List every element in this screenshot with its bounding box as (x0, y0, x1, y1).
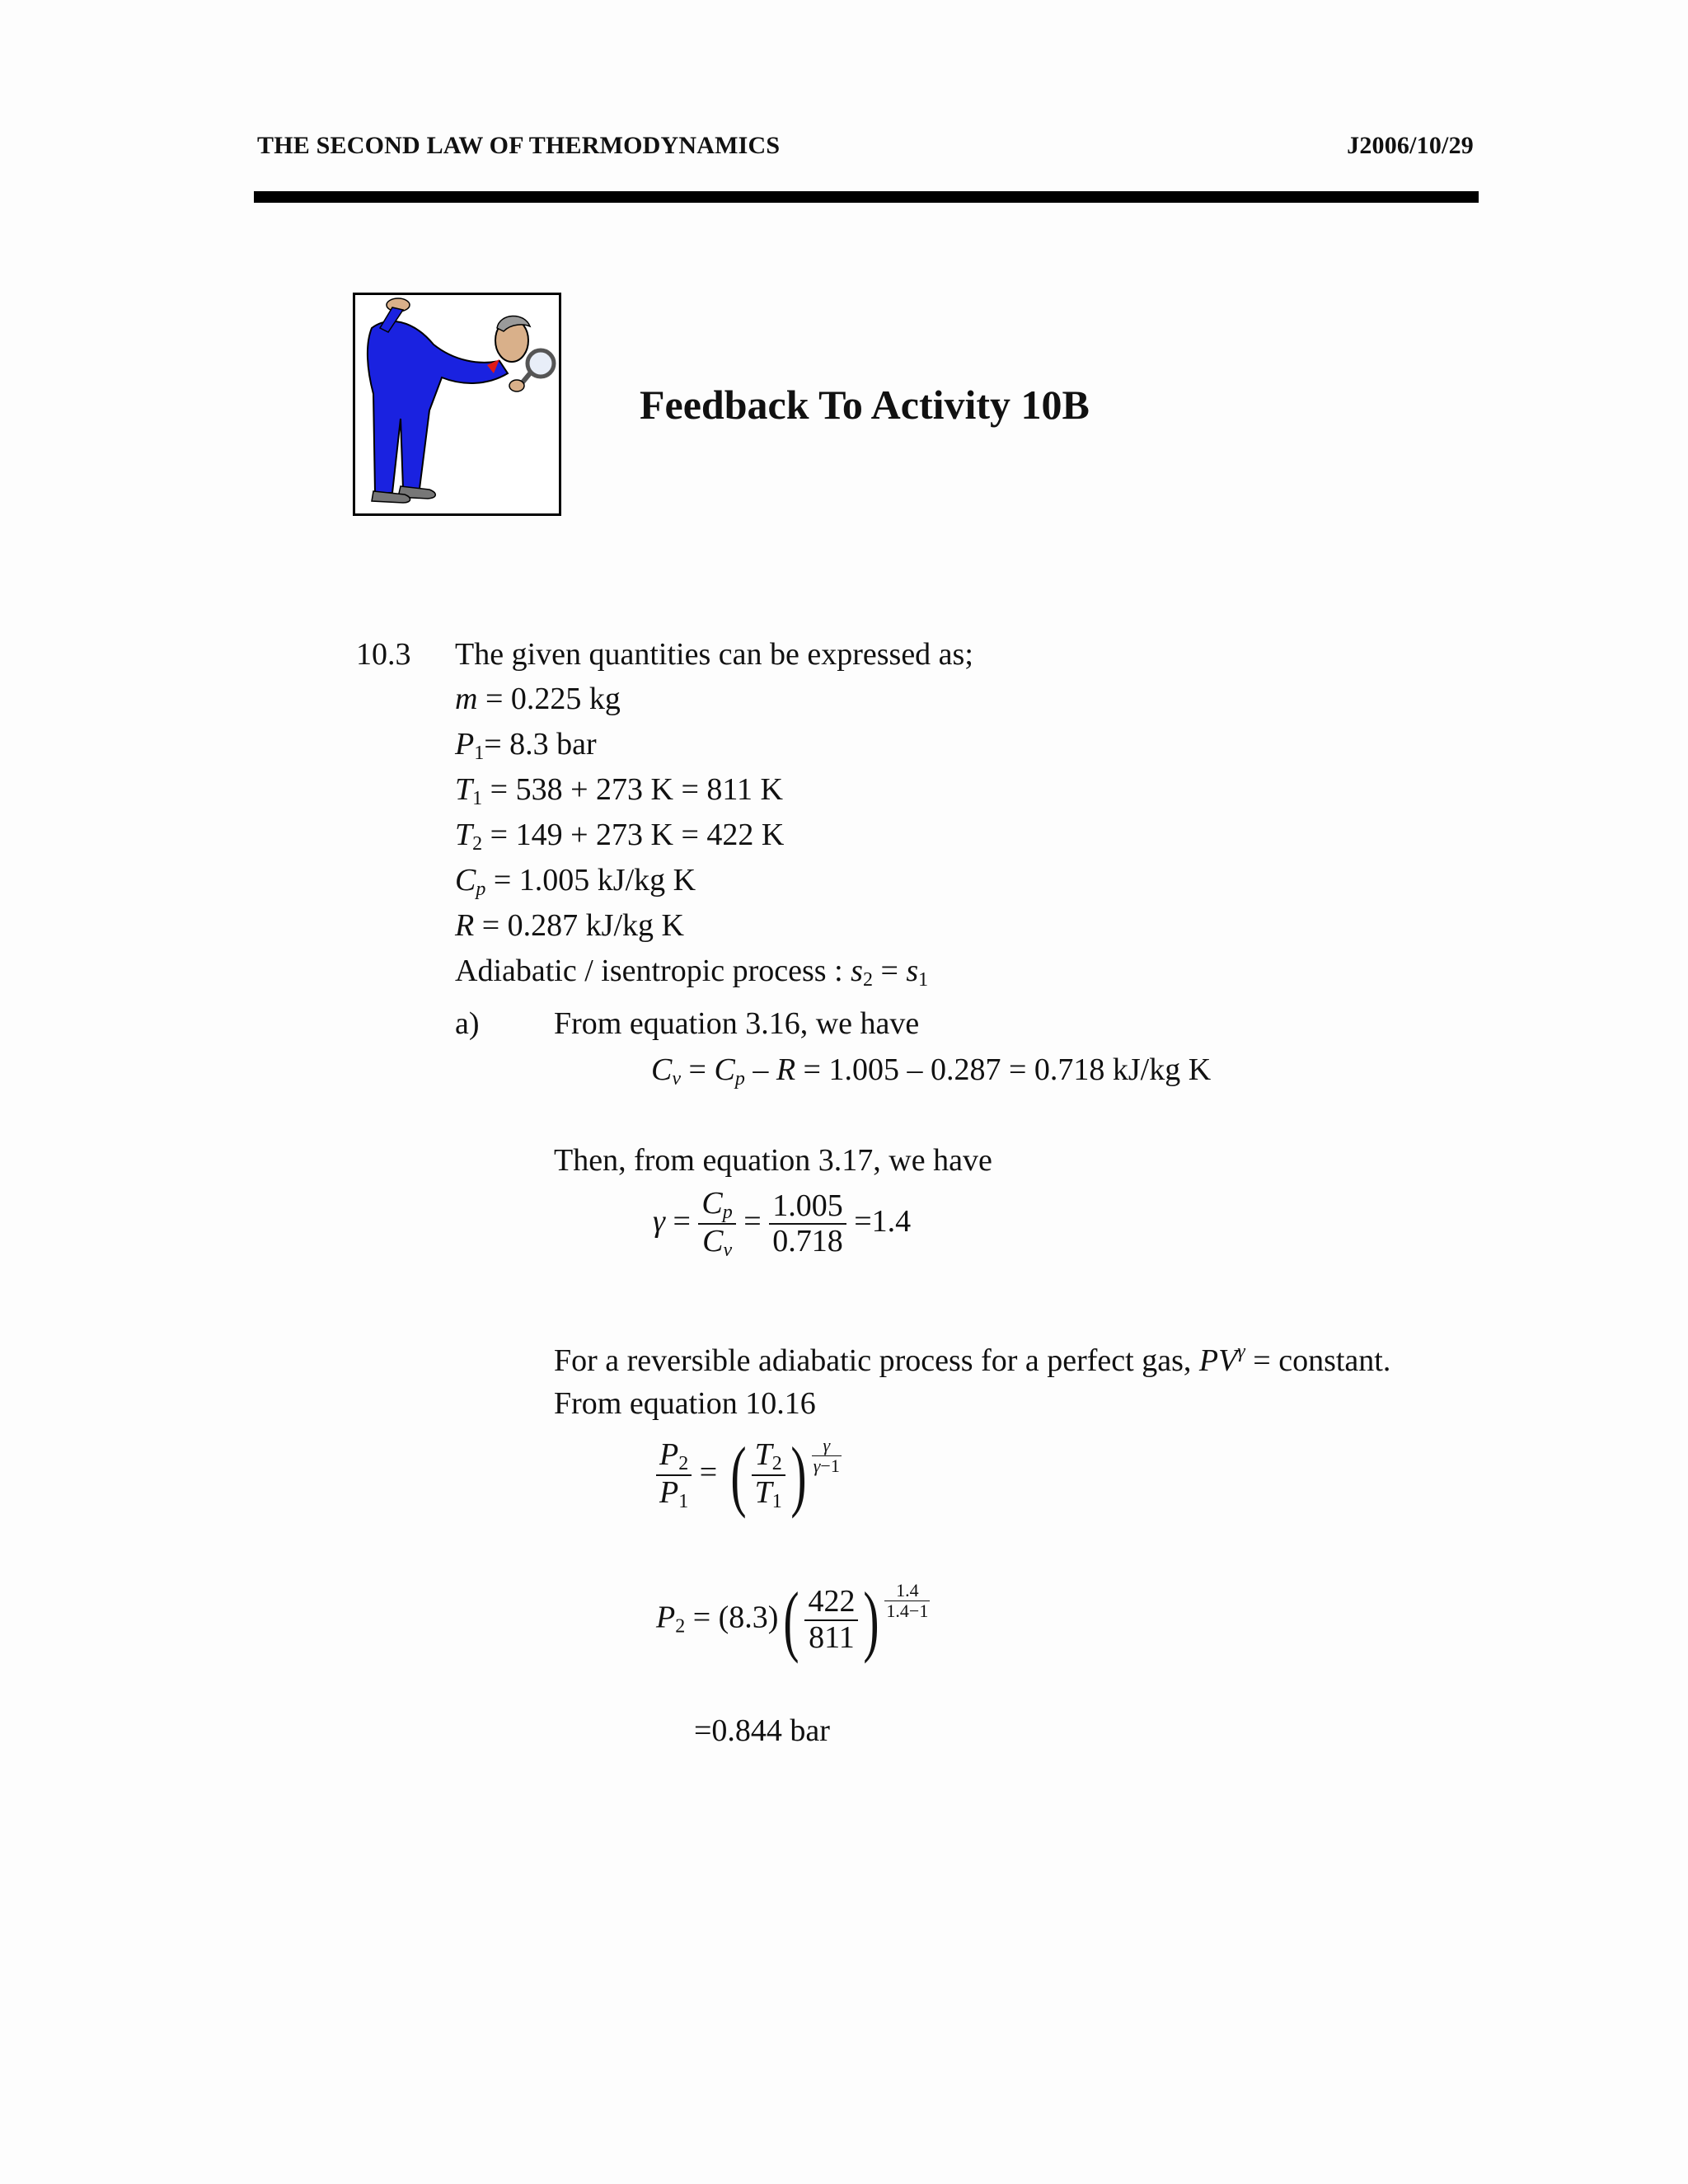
p2-equation: $P_2 = (8.3)$( $\frac{422}{811}$ ) $\frac{1.4}{1.4-1}$ (656, 1576, 929, 1664)
given-cp: $C_p = 1.005$ kJ/kg K (455, 863, 696, 900)
pressure-ratio-equation: $\frac{P_2}{P_1}$ = ( $\frac{T_2}{T_1}$ ) $\frac{\gamma}{\gamma-1}$ (656, 1436, 842, 1515)
t2-value: = 149 + 273 K = 422 K (490, 818, 785, 852)
cv-result: = 1.005 – 0.287 = 0.718 kJ/kg K (803, 1052, 1212, 1087)
section-number: 10.3 (356, 637, 411, 672)
part-a-line2: Then, from equation 3.17, we have (554, 1143, 992, 1178)
exponent-denominator: 1.4−1 (886, 1601, 929, 1622)
line3-text: For a reversible adiabatic process for a perfect gas, (554, 1343, 1192, 1378)
given-mass: m = 0.225 kg (455, 682, 621, 716)
p2-factor: = (8.3) (692, 1600, 779, 1635)
gamma-equation: γ = $\frac{C_p}{C_v}$ = $\frac{1.005}{0.718}$ =1.4 (653, 1186, 912, 1262)
cv-equation: $C_v = C_p - R = 1.005 - 0.287 = 0.718$ kJ/kg K (651, 1052, 1212, 1090)
inspector-illustration (353, 293, 561, 516)
cp-value: = 1.005 kJ/kg K (493, 863, 696, 898)
page-title: Feedback To Activity 10B (640, 382, 1090, 428)
given-r: R = 0.287 kJ/kg K (455, 908, 684, 943)
line3-end: = constant. (1253, 1343, 1391, 1378)
t1-value-frac: 811 (809, 1620, 855, 1655)
header-code: J2006/10/29 (1347, 132, 1474, 159)
given-t1: $T_1 = 538 + 273$ K = 811 K (455, 772, 783, 809)
section-intro: The given quantities can be expressed as; (455, 637, 973, 672)
gamma-result: =1.4 (854, 1204, 912, 1240)
part-a-label: a) (455, 1006, 480, 1041)
given-process: Adiabatic / isentropic process : $s_2 = s_1$ (455, 954, 929, 991)
given-p1: $P_1= 8.3$ bar (455, 727, 597, 764)
part-a-line3: For a reversible adiabatic process for a perfect gas, $PV^\gamma$ = constant. (554, 1341, 1391, 1378)
exponent-numerator: 1.4 (884, 1581, 930, 1601)
t1-value: = 538 + 273 K = 811 K (490, 772, 783, 807)
given-t2: $T_2 = 149 + 273$ K = 422 K (455, 818, 785, 855)
header-rule (254, 191, 1479, 203)
process-text: Adiabatic / isentropic process : (455, 954, 843, 988)
mass-value: = 0.225 kg (485, 682, 621, 716)
gamma-denominator: 0.718 (772, 1224, 843, 1259)
man-with-magnifier-icon (355, 295, 559, 513)
p2-result: =0.844 bar (694, 1713, 830, 1748)
p1-value: = 8.3 bar (484, 727, 597, 762)
header-title: THE SECOND LAW OF THERMODYNAMICS (257, 132, 781, 159)
r-value: = 0.287 kJ/kg K (481, 908, 684, 943)
part-a-line1: From equation 3.16, we have (554, 1006, 920, 1041)
part-a-line4: From equation 10.16 (554, 1386, 816, 1421)
t2-value-frac: 422 (804, 1585, 858, 1621)
gamma-numerator: 1.005 (769, 1189, 846, 1226)
